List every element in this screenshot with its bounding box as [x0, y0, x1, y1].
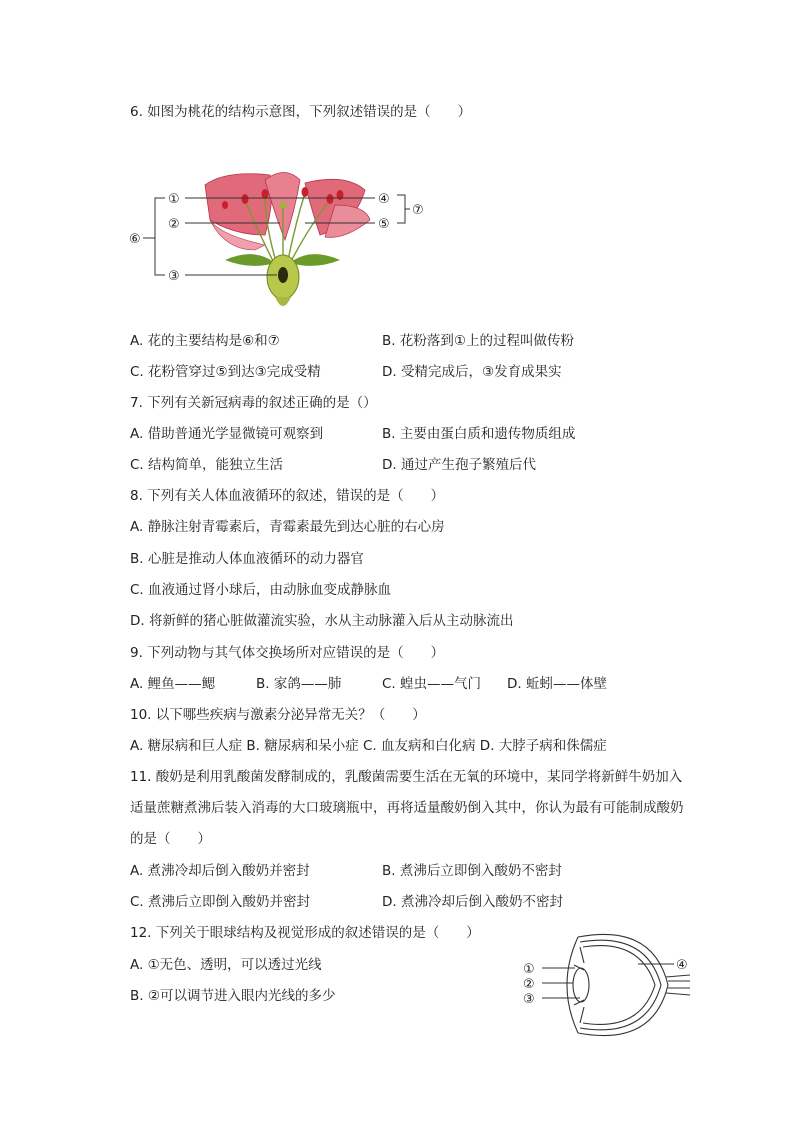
q9-option-a: A. 鲤鱼——鳃: [130, 676, 216, 692]
q8-stem: 8. 下列有关人体血液循环的叙述，错误的是（ ）: [130, 488, 445, 504]
q11-option-a: A. 煮沸冷却后倒入酸奶并密封: [130, 863, 310, 879]
q7-option-a: A. 借助普通光学显微镜可观察到: [130, 426, 324, 442]
q12-option-a: A. ①无色、透明，可以透过光线: [130, 957, 322, 973]
q7-option-b: B. 主要由蛋白质和遗传物质组成: [382, 426, 576, 442]
q7-option-d: D. 通过产生孢子繁殖后代: [382, 457, 536, 473]
q8-option-b: B. 心脏是推动人体血液循环的动力器官: [130, 551, 364, 567]
q7-stem: 7. 下列有关新冠病毒的叙述正确的是（）: [130, 395, 377, 411]
q11-option-d: D. 煮沸冷却后倒入酸奶不密封: [382, 894, 563, 910]
peach-flower-diagram: [125, 165, 435, 315]
eye-label-4: ④: [676, 958, 688, 973]
flower-label-4: ④: [378, 192, 390, 207]
q9-stem: 9. 下列动物与其气体交换场所对应错误的是（ ）: [130, 645, 445, 661]
q11-option-c: C. 煮沸后立即倒入酸奶并密封: [130, 894, 311, 910]
q6-option-a: A. 花的主要结构是⑥和⑦: [130, 333, 280, 349]
q9-option-b: B. 家鸽——肺: [256, 676, 342, 692]
flower-label-6: ⑥: [129, 232, 141, 247]
flower-label-2: ②: [168, 217, 180, 232]
q6-option-d: D. 受精完成后，③发育成果实: [382, 364, 562, 380]
flower-label-7: ⑦: [412, 203, 424, 218]
q8-option-c: C. 血液通过肾小球后，由动脉血变成静脉血: [130, 582, 392, 598]
q6-stem: 6. 如图为桃花的结构示意图，下列叙述错误的是（ ）: [130, 104, 472, 120]
q8-option-d: D. 将新鲜的猪心脏做灌流实验，水从主动脉灌入后从主动脉流出: [130, 613, 514, 629]
q6-option-b: B. 花粉落到①上的过程叫做传粉: [382, 333, 574, 349]
q6-option-c: C. 花粉管穿过⑤到达③完成受精: [130, 364, 321, 380]
flower-label-5: ⑤: [378, 217, 390, 232]
eye-label-3: ③: [523, 992, 535, 1007]
eyeball-diagram: [518, 925, 703, 1050]
eye-label-1: ①: [523, 962, 535, 977]
flower-label-1: ①: [168, 192, 180, 207]
q10-options: A. 糖尿病和巨人症 B. 糖尿病和呆小症 C. 血友病和白化病 D. 大脖子病和侏儒症: [130, 738, 607, 754]
q9-option-c: C. 蝗虫——气门: [382, 676, 482, 692]
q11-stem: 11. 酸奶是利用乳酸菌发酵制成的，乳酸菌需要生活在无氧的环境中，某同学将新鲜牛奶加入适量蔗糖煮沸后装入消毒的大口玻璃瓶中，再将适量酸奶倒入其中，你认为最有可能制成酸奶的是（ ）: [130, 769, 684, 847]
flower-label-3: ③: [168, 269, 180, 284]
q9-option-d: D. 蚯蚓——体壁: [507, 676, 607, 692]
eye-label-2: ②: [523, 977, 535, 992]
q12-stem: 12. 下列关于眼球结构及视觉形成的叙述错误的是（ ）: [130, 925, 480, 941]
q11-option-b: B. 煮沸后立即倒入酸奶不密封: [382, 863, 562, 879]
q7-option-c: C. 结构简单，能独立生活: [130, 457, 284, 473]
q10-stem: 10. 以下哪些疾病与激素分泌异常无关？（ ）: [130, 707, 426, 723]
q8-option-a: A. 静脉注射青霉素后，青霉素最先到达心脏的右心房: [130, 519, 445, 535]
q12-option-b: B. ②可以调节进入眼内光线的多少: [130, 988, 336, 1004]
